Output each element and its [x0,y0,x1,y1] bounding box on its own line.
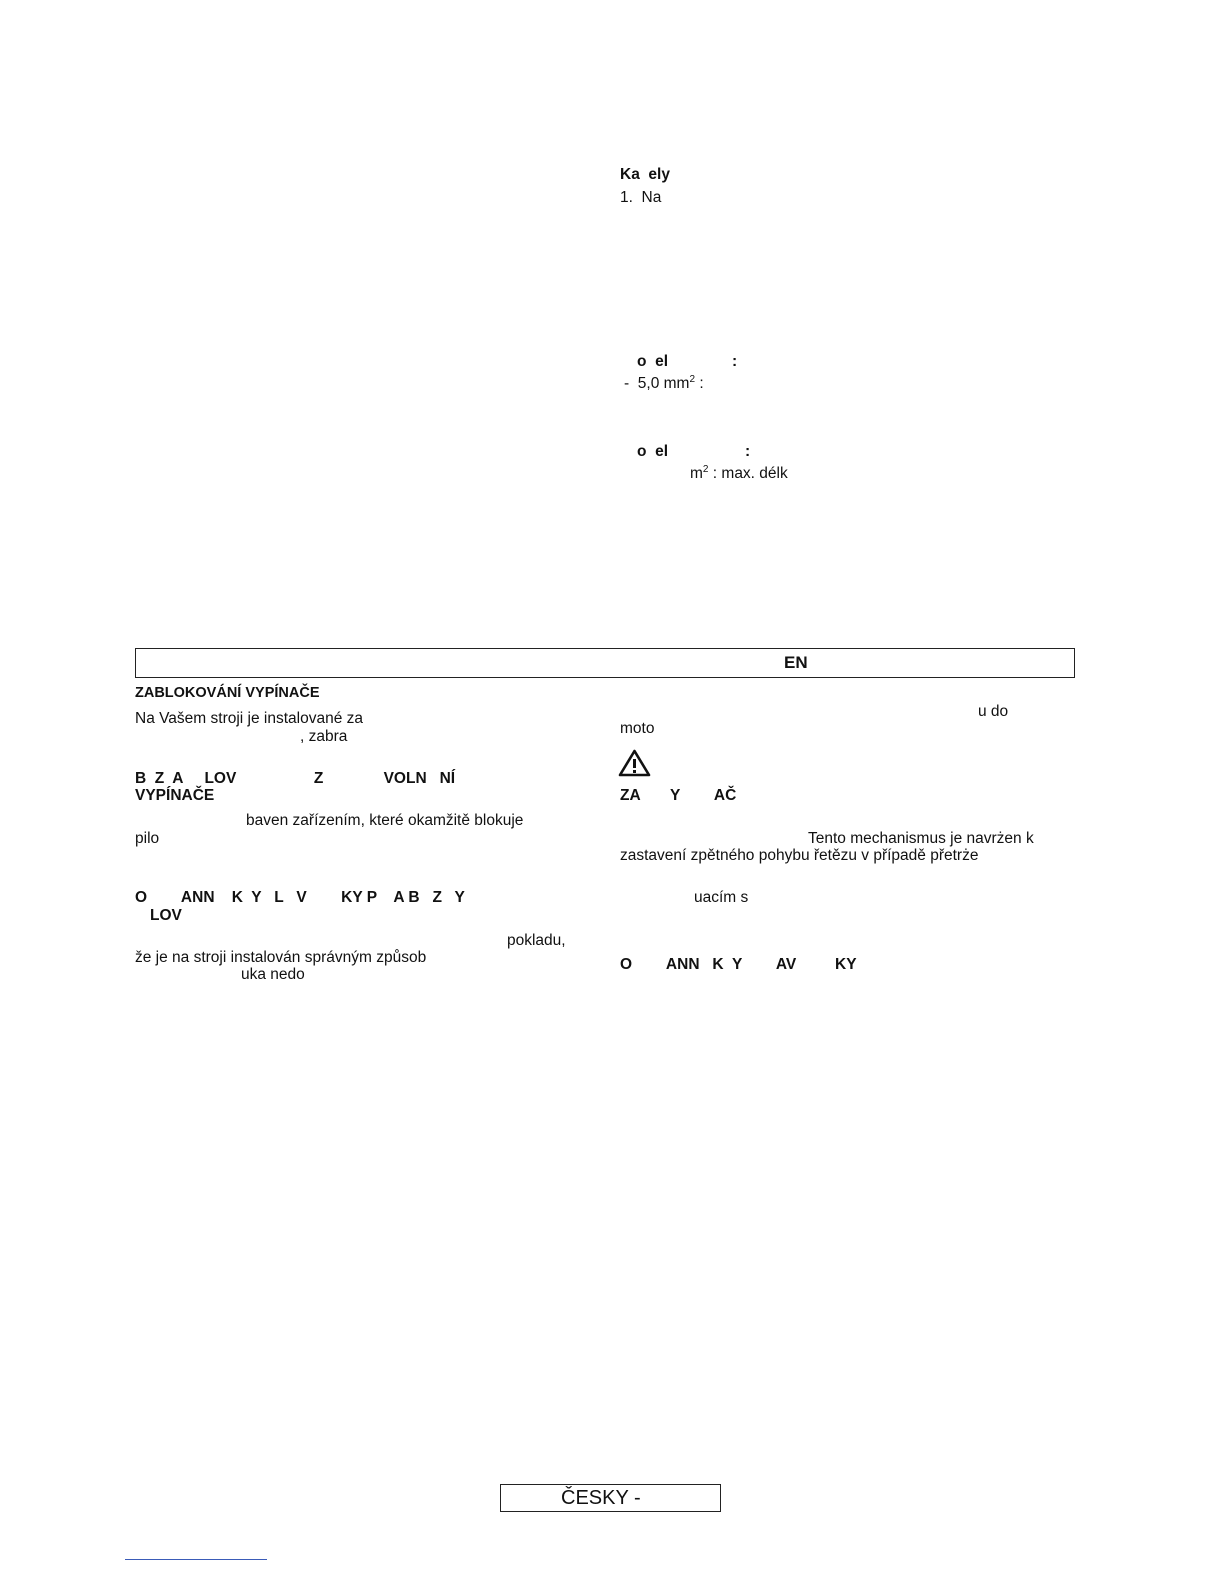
section-heading-brake-check: O ANN K Y AV KY [620,956,857,973]
right-paragraph-1: u do [978,703,1009,720]
warning-triangle-icon [618,749,651,777]
cable-sub2-label: o el [637,443,669,460]
cables-item-1: 1. Na [620,189,662,206]
right-paragraph-2: Tento mechanismus je navrżen k [808,830,1034,847]
cable-sub2-line: $m^2$ : max. délk [690,464,788,482]
right-paragraph-1-cont: moto [620,720,655,737]
section-heading-chain-brake: ZA Y AČ [620,787,737,804]
section-heading-switch-lock: ZABLOKOVÁNÍ VYPÍNAČE [135,685,320,701]
right-paragraph-2-line3: uacím s [694,889,749,906]
left-paragraph-2-cont: pilo [135,830,160,847]
left-paragraph-1-cont: , zabra [300,728,348,745]
banner-label: EN [784,653,808,672]
footer-divider [125,1559,267,1560]
cable-sub1-line: - 5,0 $mm^2$ : [624,374,704,392]
section-heading-safety-check: O ANN K Y L V KY P A B Z Y [135,889,465,906]
footer-language-label: ČESKY - [561,1487,641,1509]
footer-language-box [500,1484,721,1512]
left-paragraph-3-line3: uka nedo [241,966,305,983]
section-banner [135,648,1075,678]
cable-sub1-colon: : [732,353,738,370]
left-paragraph-3-line2: že je na stroji instalován správným způsob [135,949,427,966]
section-heading-release: B Z A LOV Z VOLN NÍ [135,770,456,787]
section-heading-safety-check-cont: LOV [150,907,182,924]
section-heading-release-cont: VYPÍNAČE [135,787,215,804]
left-paragraph-1: Na Vašem stroji je instalované za [135,710,364,727]
left-paragraph-2: baven zařízením, které okamžitě blokuje [246,812,524,829]
right-paragraph-2-cont: zastavení zpětného pohybu řetězu v případě přetrże [620,847,979,864]
cable-sub2-colon: : [745,443,751,460]
left-paragraph-3: pokladu, [507,932,566,949]
cables-heading: Ka ely [620,166,670,183]
cable-sub1-label: o el [637,353,669,370]
